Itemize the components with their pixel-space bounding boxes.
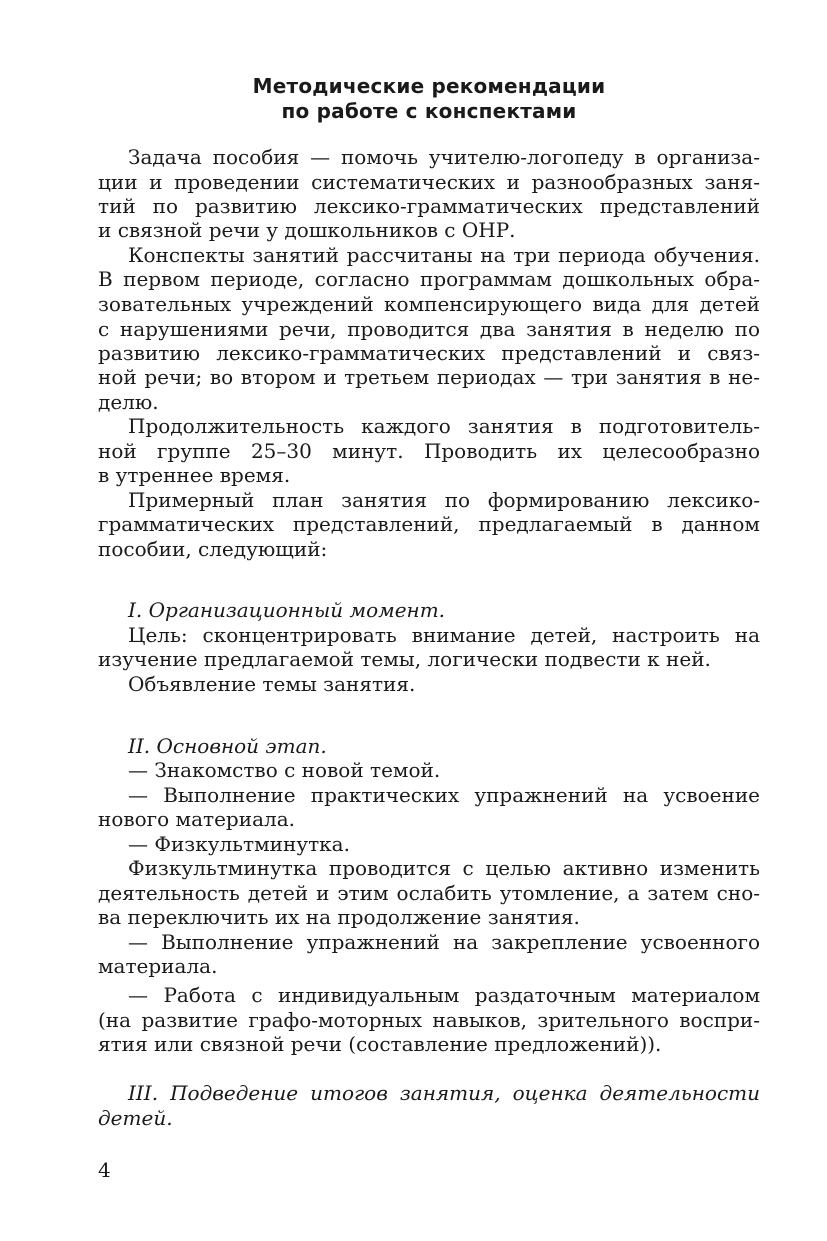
text-line: В первом периоде, согласно программам дошкольных обра-	[98, 267, 760, 291]
text-line: Конспекты занятий рассчитаны на три периода обучения.	[128, 243, 760, 267]
text-line: — Физкультминутка.	[128, 832, 350, 856]
text-line: с нарушениями речи, проводится два занятия в неделю по	[98, 317, 760, 341]
text-line: Физкультминутка проводится с целью активно изменить	[128, 856, 760, 880]
text-line: — Знакомство с новой темой.	[128, 758, 441, 782]
text-line: Цель: сконцентрировать внимание детей, настроить на	[128, 623, 760, 647]
section-heading-1: I. Организационный момент.	[128, 598, 446, 622]
text-line: Объявление темы занятия.	[128, 672, 416, 696]
text-line: делю.	[98, 390, 159, 414]
text-line: и связной речи у дошкольников с ОНР.	[98, 218, 516, 242]
text-line: Задача пособия — помочь учителю-логопеду в организа-	[128, 145, 760, 169]
text-line: Примерный план занятия по формированию лексико-	[128, 488, 760, 512]
text-line: ва переключить их на продолжение занятия.	[98, 905, 580, 929]
text-line: изучение предлагаемой темы, логически подвести к ней.	[98, 647, 711, 671]
page-title	[98, 74, 760, 124]
text-line: — Выполнение упражнений на закрепление усвоенного	[128, 930, 760, 954]
text-line: тий по развитию лексико-грамматических представлений	[98, 194, 760, 218]
title-line-1: Методические рекомендации	[252, 74, 606, 98]
text-line: деятельность детей и этим ослабить утомление, а затем сно-	[98, 881, 760, 905]
text-line: ятия или связной речи (составление предложений)).	[98, 1032, 662, 1056]
text-line: материала.	[98, 954, 218, 978]
page-number: 4	[98, 1158, 111, 1182]
text-line: грамматических представлений, предлагаемый в данном	[98, 512, 760, 536]
title-line-2: по работе с конспектами	[281, 99, 577, 123]
text-line: — Работа с индивидуальным раздаточным материалом	[128, 983, 760, 1007]
text-line: пособии, следующий:	[98, 537, 328, 561]
section-heading-2: II. Основной этап.	[128, 734, 327, 758]
text-line: ции и проведении систематических и разнообразных заня-	[98, 170, 760, 194]
text-line: ной речи; во втором и третьем периодах — три занятия в не-	[98, 365, 760, 389]
text-line: (на развитие графо-моторных навыков, зрительного воспри-	[98, 1008, 760, 1032]
text-line: нового материала.	[98, 807, 295, 831]
text-line: — Выполнение практических упражнений на усвоение	[128, 783, 760, 807]
text-line: развитию лексико-грамматических представлений и связ-	[98, 341, 760, 365]
text-line: ной группе 25–30 минут. Проводить их целесообразно	[98, 439, 760, 463]
section-heading-3: III. Подведение итогов занятия, оценка деятельности	[128, 1081, 760, 1105]
text-line: зовательных учреждений компенсирующего вида для детей	[98, 292, 760, 316]
section-heading-3-cont: детей.	[98, 1106, 173, 1130]
text-line: в утреннее время.	[98, 463, 291, 487]
text-line: Продолжительность каждого занятия в подготовитель-	[128, 414, 760, 438]
